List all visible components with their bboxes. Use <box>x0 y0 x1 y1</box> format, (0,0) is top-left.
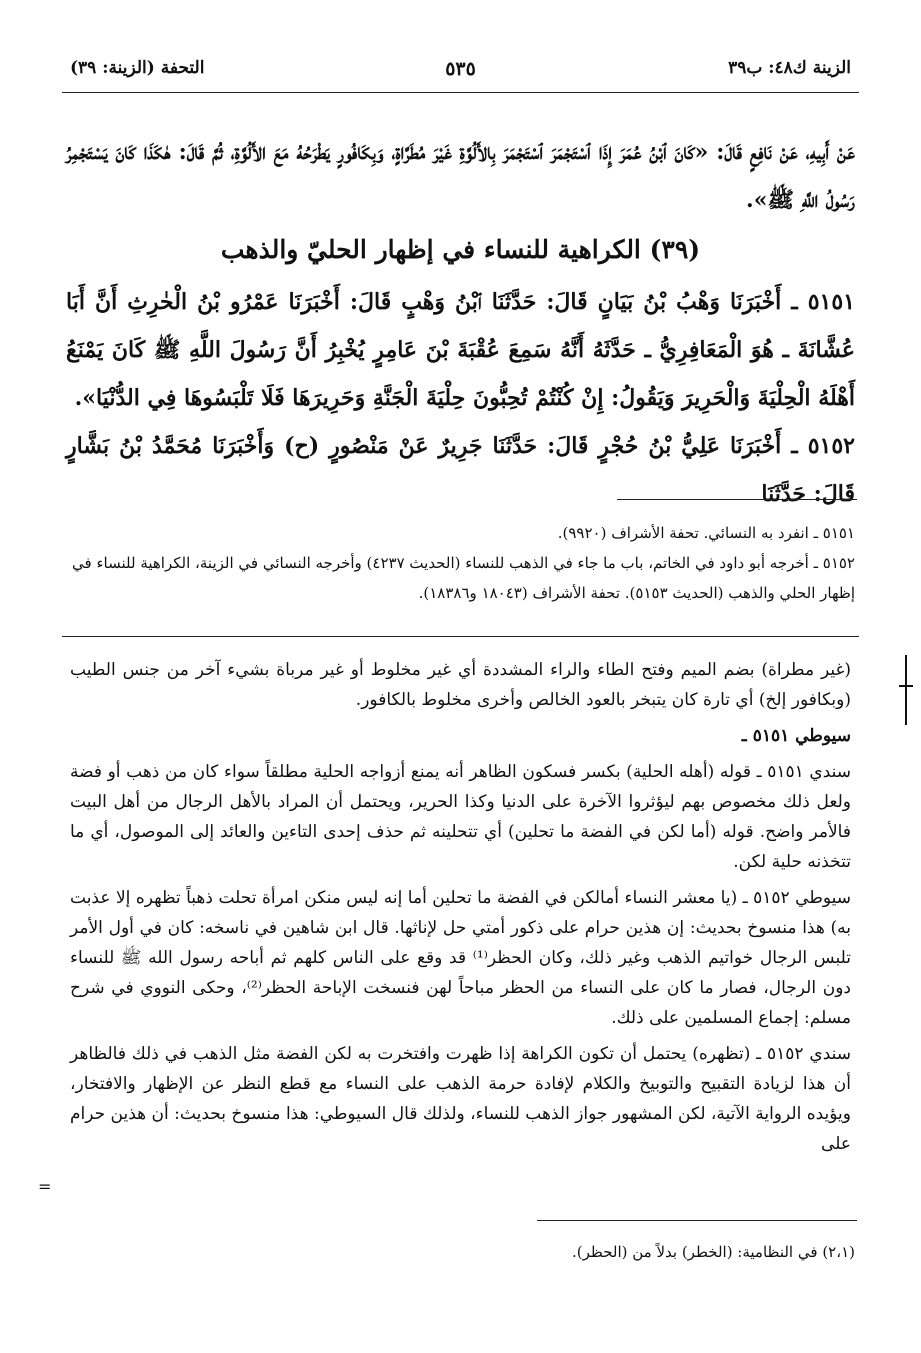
takhrij-notes <box>66 518 855 608</box>
hadith-5151: ٥١٥١ ـ أَخْبَرَنَا وَهْبُ بْنُ بَيَانٍ قَالَ: حَدَّثَنَا ٱبْنُ وَهْبٍ قَالَ: أَخْبَرَنَا عَمْرُو بْنُ الْحٰرِثِ أَنَّ أَبَا عُشَّانَةَ ـ هُوَ الْمَعَافِرِيُّ ـ حَدَّثَهُ أَنَّهُ سَمِعَ عُقْبَةَ بْنَ عَامِرٍ يُخْبِرُ أَنَّ رَسُولَ اللَّهِ ﷺ كَانَ يَمْنَعُ أَهْلَهُ الْحِلْيَةَ وَالْحَرِيرَ وَيَقُولُ: إِنْ كُنْتُمْ تُحِبُّونَ حِلْيَةَ الْجَنَّةِ وَحَرِيرَهَا فَلَا تَلْبَسُوهَا فِي الدُّنْيَا». <box>66 289 855 411</box>
takhrij-divider <box>617 499 857 500</box>
gloss-paragraph: (غير مطراة) بضم الميم وفتح الطاء والراء المشددة أي غير مخلوط أو غير مرباة بشيء آخر من جنس الطيب (وبكافور إلخ) أي تارة كان يتبخر بالعود الخالص وأخرى مخلوط بالكافور. <box>70 660 851 710</box>
suyuti-5152: سيوطي ٥١٥٢ ـ (يا معشر النساء أمالكن في الفضة ما تحلين أما إنه ليس منكن امرأة تحلت ذهباً تظهره إلا عذبت به) هذا منسوخ بحديث: إن هذين حرام على ذكور أمتي حل لإناثها. قال ابن شاهين في ناسخه: كان في أول الأمر تلبس الرجال خواتيم الذهب وغير ذلك، وكان الحظر⁽¹⁾ قد وقع على الناس كلهم ثم أباحه رسول الله ﷺ للنساء دون الرجال، فصار ما كان على النساء من الحظر مباحاً لهن فنسخت الإباحة الحظر⁽²⁾، وحكى النووي في شرح مسلم: إجماع المسلمين على ذلك. <box>70 888 852 1028</box>
header-divider <box>62 92 859 93</box>
footnote-divider <box>537 1220 857 1221</box>
running-header <box>70 58 851 86</box>
header-tuhfa-reference: التحفة (الزينة: ٣٩) <box>70 58 205 78</box>
header-book-reference: الزينة ك٤٨: ب٣٩ <box>728 58 851 78</box>
page-number: ٥٣٥ <box>445 58 476 80</box>
suyuti-5151: سيوطي ٥١٥١ ـ <box>741 726 851 746</box>
commentary-divider <box>62 636 859 637</box>
intro-paragraph: عَنْ أَبِيهِ، عَنْ نَافِعٍ قَالَ: «كَانَ ٱبْنُ عُمَرَ إِذَا ٱسْتَجْمَرَ ٱسْتَجْمَرَ بِالأَلُوَّةِ غَيْرَ مُطَرَّاةٍ، وَبِكَافُورٍ يَطْرَحُهُ مَعَ الأَلُوَّةِ، ثُمَّ قَالَ: هٰكَذَا كَانَ يَسْتَجْمِرُ رَسُولُ اللَّهِ ﷺ». <box>66 139 855 213</box>
hadith-5152: ٥١٥٢ ـ أَخْبَرَنَا عَلِيُّ بْنُ حُجْرٍ قَالَ: حَدَّثَنَا جَرِيرٌ عَنْ مَنْصُورٍ (ح) وَأَخْبَرَنَا مُحَمَّدُ بْنُ بَشَّارٍ قَالَ: حَدَّثَنَا <box>66 433 855 507</box>
commentary <box>70 655 851 1159</box>
footnote-text: (٢،١) في النظامية: (الخطر) بدلاً من (الحظر). <box>572 1243 855 1261</box>
sindi-5151: سندي ٥١٥١ ـ قوله (أهله الحلية) بكسر فسكون الظاهر أنه يمنع أزواجه الحلية مطلقاً سواء كان من ذهب أو فضة ولعل ذلك مخصوص بهم ليؤثروا الآخرة على الدنيا وكذا الحرير، ويحتمل أن المراد بالأهل الرجال من أهل البيت فالأمر واضح. قوله (أما لكن في الفضة ما تحلين) أي تتحلينه ثم حذف إحدى التاءين والعائد إلى الموصول، أي ما تتخذنه حلية لكن. <box>70 762 851 872</box>
takhrij-5151: ٥١٥١ ـ انفرد به النسائي. تحفة الأشراف (٩٩٢٠). <box>557 524 855 542</box>
sindi-5152: سندي ٥١٥٢ ـ (تظهره) يحتمل أن تكون الكراهة إذا ظهرت وافتخرت به لكن الفضة مثل الذهب في ذلك فالظاهر أن هذا لزيادة التقبيح والتوبيخ والكلام لإفادة حرمة الذهب على النساء مع قطع النظر عن الإظهار والافتخار، ويؤيده الرواية الآتية، لكن المشهور جواز الذهب للنساء، ولذلك قال السيوطي: هذا منسوخ بحديث: أن هذين حرام على <box>70 1044 851 1154</box>
footnote <box>66 1238 855 1266</box>
continuation-mark: = <box>38 1177 52 1196</box>
chapter-title: (٣٩) الكراهية للنساء في إظهار الحليّ والذهب <box>220 235 701 264</box>
margin-bracket-mark <box>899 655 913 725</box>
main-text <box>66 128 855 518</box>
takhrij-5152: ٥١٥٢ ـ أخرجه أبو داود في الخاتم، باب ما جاء في الذهب للنساء (الحديث ٤٢٣٧) وأخرجه النسائي في الزينة، الكراهية للنساء في إظهار الحلي والذهب (الحديث ٥١٥٣). تحفة الأشراف (١٨٠٤٣ و١٨٣٨٦). <box>72 554 855 602</box>
